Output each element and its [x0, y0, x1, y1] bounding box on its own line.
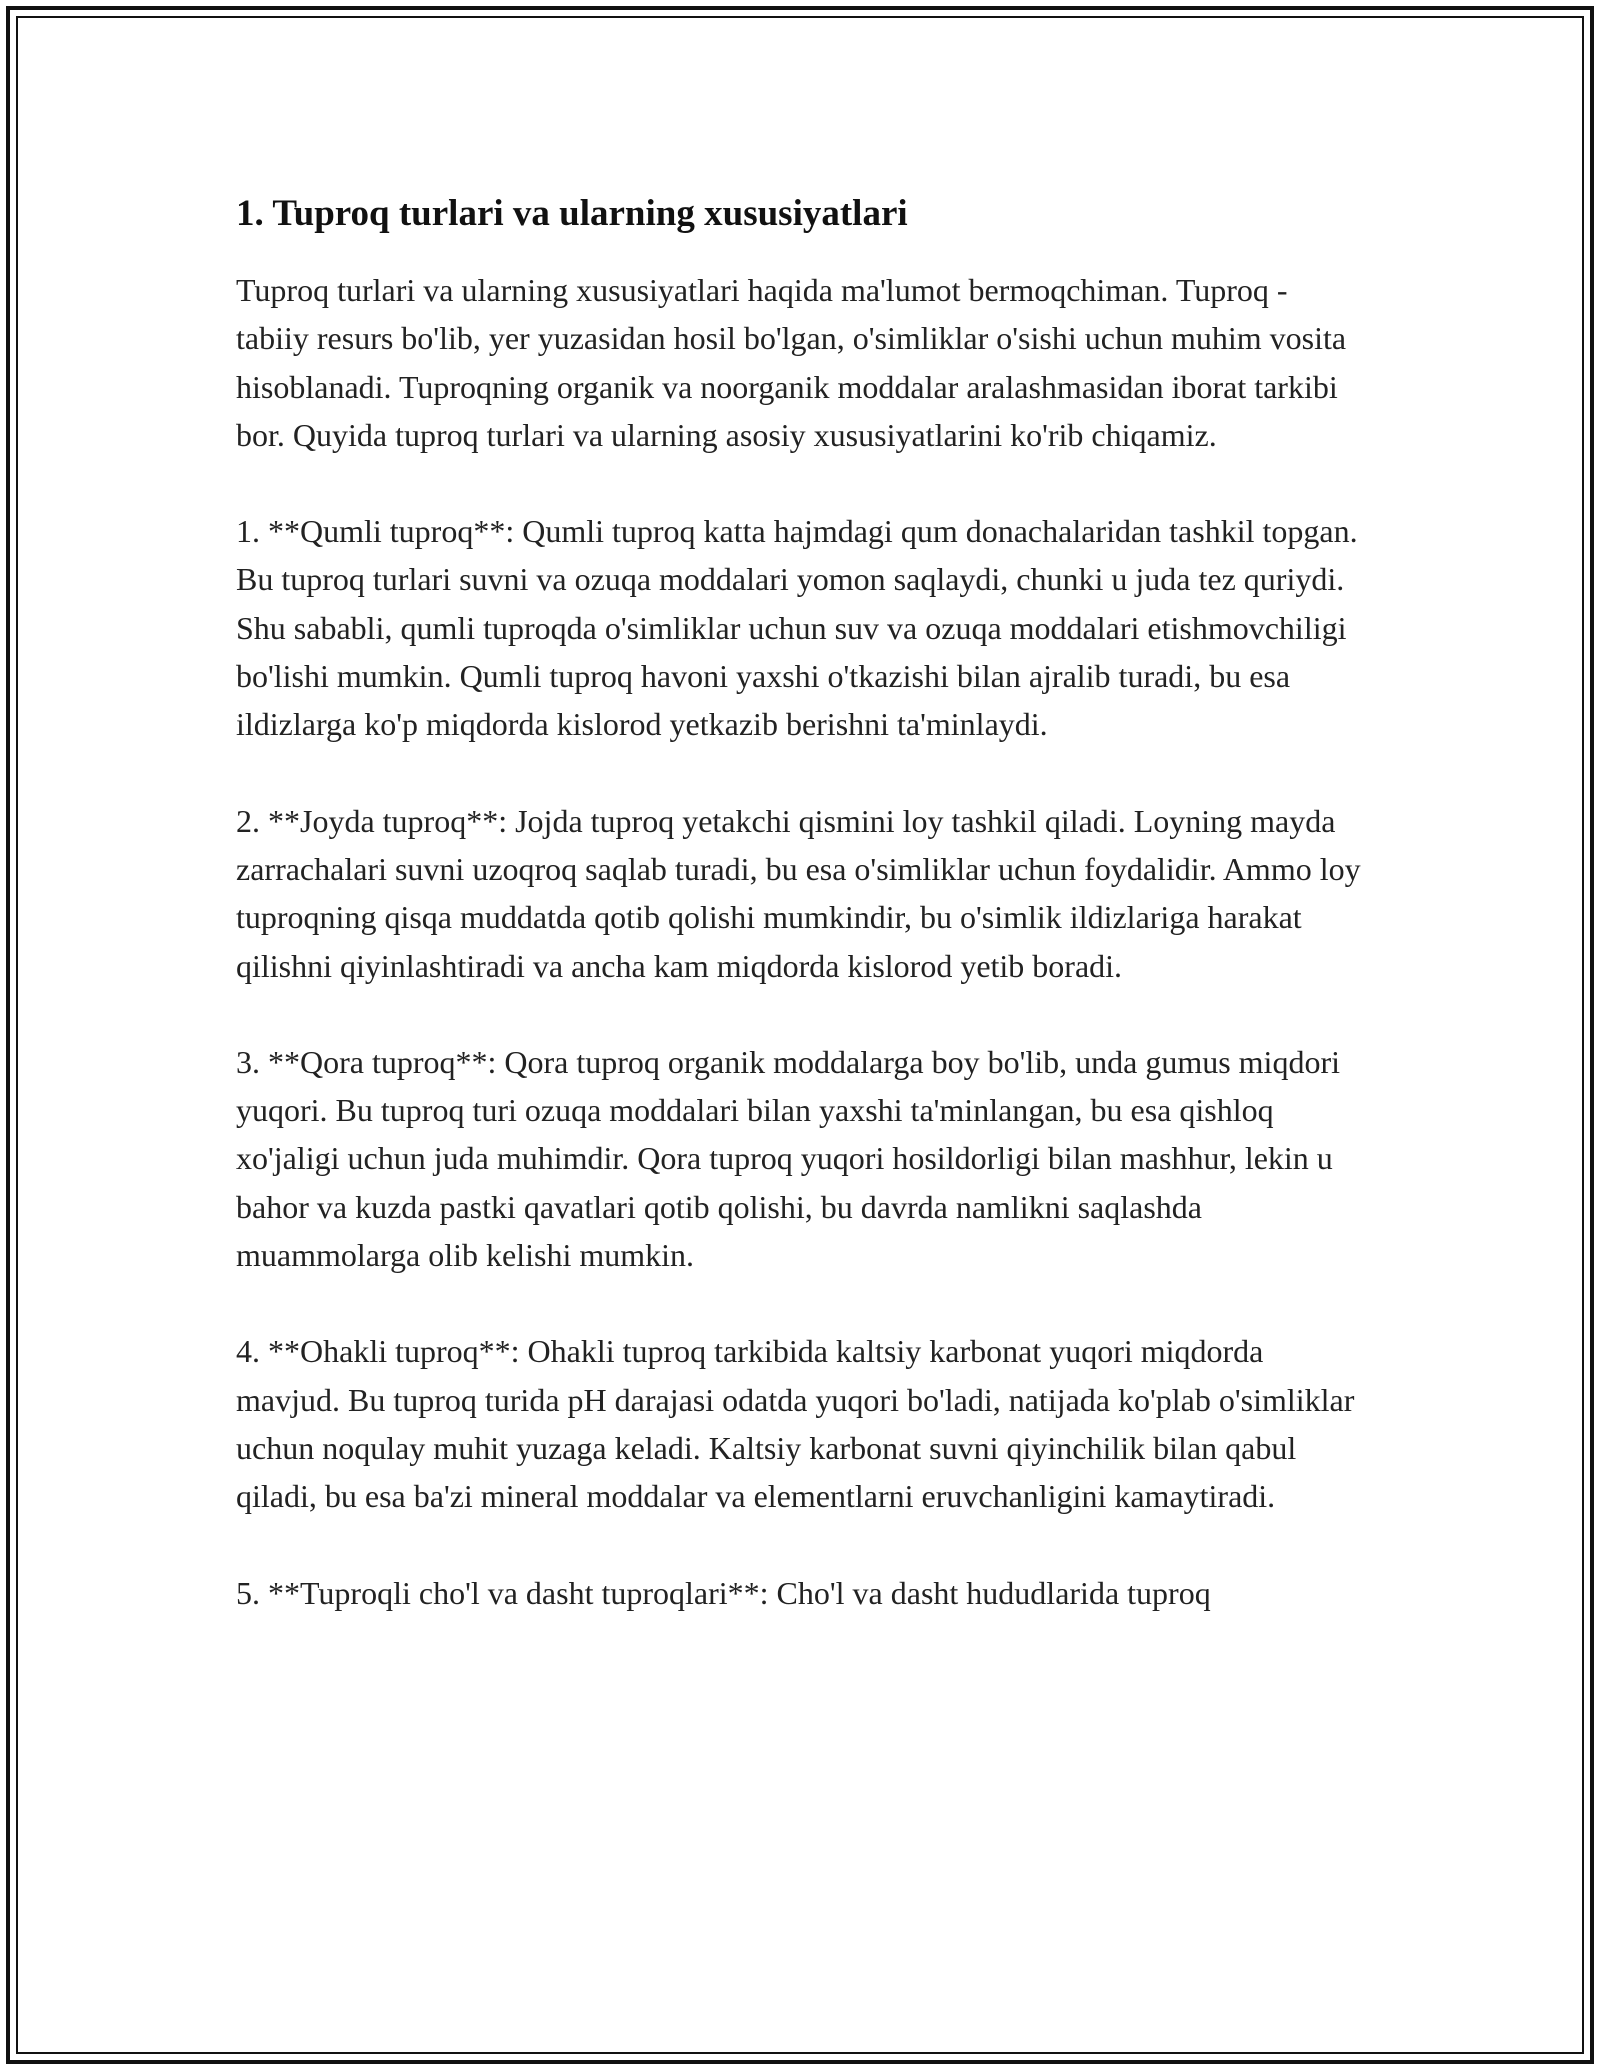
paragraph-desert-steppe-soil: 5. **Tuproqli cho'l va dasht tuproqlari**: Cho'l va dasht hududlarida tuproq: [236, 1574, 1211, 1611]
paragraph-calcareous-soil: 4. **Ohakli tuproq**: Ohakli tuproq tarkibida kaltsiy karbonat yuqori miqdorda mavjud. Bu tuproq turida pH darajasi odatda yuqori bo'ladi, natijada ko'plab o'simliklar uchun noqulay muhit yuzaga keladi. Kaltsiy karbonat suvni qiyinchilik bilan qabul qiladi, bu esa ba'zi mineral moddalar va elementlarni eruvchanligini kamaytiradi.: [236, 1333, 1355, 1515]
document-body: [236, 188, 1366, 1665]
paragraph-intro: Tuproq turlari va ularning xususiyatlari haqida ma'lumot bermoqchiman. Tuproq - tabiiy resurs bo'lib, yer yuzasidan hosil bo'lgan, o'simliklar o'sishi uchun muhim vosita hisoblanadi. Tuproqning organik va noorganik moddalar aralashmasidan iborat tarkibi bor. Quyida tuproq turlari va ularning asosiy xususiyatlarini ko'rib chiqamiz.: [236, 272, 1347, 453]
paragraph-clay-soil: 2. **Joyda tuproq**: Jojda tuproq yetakchi qismini loy tashkil qiladi. Loyning mayda zarrachalari suvni uzoqroq saqlab turadi, bu esa o'simliklar uchun foydalidir. Ammo loy tuproqning qisqa muddatda qotib qolishi mumkindir, bu o'simlik ildizlariga harakat qilishni qiyinlashtiradi va ancha kam miqdorda kislorod yetib boradi.: [236, 802, 1361, 984]
paragraph-black-soil: 3. **Qora tuproq**: Qora tuproq organik moddalarga boy bo'lib, unda gumus miqdori yuqori. Bu tuproq turi ozuqa moddalari bilan yaxshi ta'minlangan, bu esa qishloq xo'jaligi uchun juda muhimdir. Qora tuproq yuqori hosildorligi bilan mashhur, lekin u bahor va kuzda pastki qavatlari qotib qolishi, bu davrda namlikni saqlashda muammolarga olib kelishi mumkin.: [236, 1043, 1340, 1274]
document-title: 1. Tuproq turlari va ularning xususiyatlari: [236, 193, 908, 234]
paragraph-sandy-soil: 1. **Qumli tuproq**: Qumli tuproq katta hajmdagi qum donachalaridan tashkil topgan. Bu tuproq turlari suvni va ozuqa moddalari yomon saqlaydi, chunki u juda tez quriydi. Shu sababli, qumli tuproqda o'simliklar uchun suv va ozuqa moddalari etishmovchiligi bo'lishi mumkin. Qumli tuproq havoni yaxshi o'tkazishi bilan ajralib turadi, bu esa ildizlarga ko'p miqdorda kislorod yetkazib berishni ta'minlaydi.: [236, 513, 1358, 743]
